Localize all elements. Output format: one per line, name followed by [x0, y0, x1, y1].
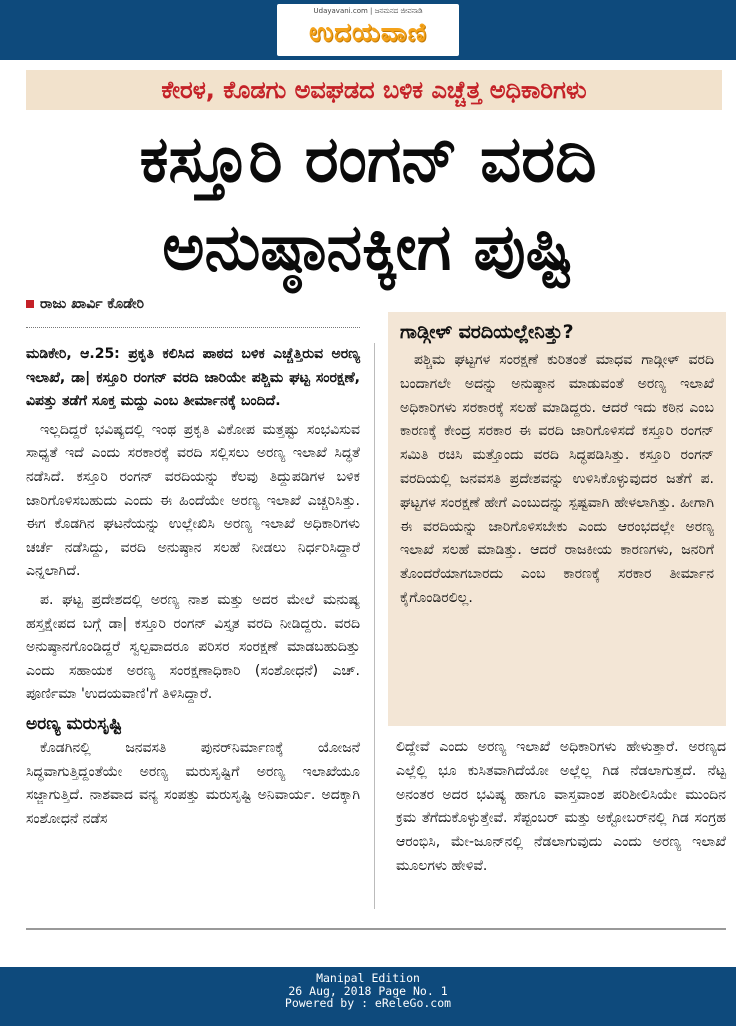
footer-date-page: 26 Aug, 2018 Page No. 1 [288, 983, 448, 998]
kicker-banner: ಕೇರಳ, ಕೊಡಗು ಅವಘಡದ ಬಳಿಕ ಎಚ್ಚೆತ್ತ ಅಧಿಕಾರಿಗಳು [26, 70, 722, 110]
footer-edition: Manipal Edition [316, 971, 420, 985]
dateline: ಮಡಿಕೇರಿ, ಆ.25: [26, 346, 120, 362]
sidebar-box [388, 312, 726, 726]
sidebar-title: ಗಾಡ್ಗೀಳ್‌ ವರದಿಯಲ್ಲೇನಿತ್ತು? [400, 321, 574, 343]
lead-text: ಪ್ರಕೃತಿ ಕಲಿಸಿದ ಪಾಠದ ಬಳಿಕ ಎಚ್ಚೆತ್ತಿರುವ ಅರಣ್ಯ ಇಲಾಖೆ, ಡಾ| ಕಸ್ತೂರಿ ರಂಗನ್‌ ವರದಿ ಜಾರಿಯೇ ಪಶ್ಚಿಮ ಘಟ್ಟ ಸಂರಕ್ಷಣೆ, ವಿಪತ್ತು ತಡೆಗೆ ಸೂಕ್ತ ಮದ್ದು ಎಂಬ ತೀರ್ಮಾನಕ್ಕೆ ಬಂದಿದೆ. [26, 346, 361, 410]
byline-divider [26, 327, 360, 328]
footer-powered-link[interactable]: Powered by : eReleGo.com [284, 996, 452, 1010]
byline [26, 296, 144, 312]
byline-square-icon [26, 300, 34, 308]
bottom-divider [26, 928, 726, 930]
masthead-logo: ಉದಯವಾಣಿ [309, 18, 427, 48]
article-column-right [396, 736, 726, 879]
article-paragraph: ಪ. ಘಟ್ಟ ಪ್ರದೇಶದಲ್ಲಿ ಅರಣ್ಯ ನಾಶ ಮತ್ತು ಅದರ ಮೇಲೆ ಮನುಷ್ಯ ಹಸ್ತಕ್ಷೇಪದ ಬಗ್ಗೆ ಡಾ| ಕಸ್ತೂರಿ ರಂಗನ್‌ ವಿಸ್ತೃತ ವರದಿ ನೀಡಿದ್ದರು. ವರದಿ ಅನುಷ್ಠಾನಗೊಂಡಿದ್ದರೆ ಸ್ವಲ್ಪವಾದರೂ ಪರಿಸರ ಸಂರಕ್ಷಣೆ ಮಾಡಬಹುದಿತ್ತು ಎಂದು ಸಹಾಯಕ ಅರಣ್ಯ ಸಂರಕ್ಷಣಾಧಿಕಾರಿ (ಸಂಶೋಧನೆ) ಎಚ್‌. ಪೂರ್ಣಿಮಾ 'ಉದಯವಾಣಿ'ಗೆ ತಿಳಿಸಿದ್ದಾರೆ. [26, 591, 360, 703]
headline-line-2: ಅನುಷ್ಠಾನಕ್ಕೀಗ ಪುಷ್ಟಿ [162, 211, 574, 285]
masthead-tagline: Udayavani.com | ಜನಮನದ ಜೀವನಾಡಿ [313, 7, 423, 15]
masthead-bar [0, 0, 736, 60]
article-paragraph: ಲಿದ್ದೇವೆ ಎಂದು ಅರಣ್ಯ ಇಲಾಖೆ ಅಧಿಕಾರಿಗಳು ಹೇಳುತ್ತಾರೆ. ಅರಣ್ಯದ ಎಲ್ಲೆಲ್ಲಿ ಭೂ ಕುಸಿತವಾಗಿದೆಯೋ ಅಲ್ಲೆಲ್ಲ ಗಿಡ ನೆಡಲಾಗುತ್ತದೆ. ನೆಟ್ಟ ಅನಂತರ ಅದರ ಭವಿಷ್ಯ ಹಾಗೂ ವಾಸ್ತವಾಂಶ ಪರಿಶೀಲಿಸಿಯೇ ಮುಂದಿನ ಕ್ರಮ ತೆಗೆದುಕೊಳ್ಳುತ್ತೇವೆ. ಸೆಪ್ಟಂಬರ್‌ ಮತ್ತು ಅಕ್ಟೋಬರ್‌ನಲ್ಲಿ ಗಿಡ ಸಂಗ್ರಹ ಆರಂಭಿಸಿ, ಮೇ-ಜೂನ್‌ನಲ್ಲಿ ನೆಡಲಾಗುವುದು ಎಂದು ಅರಣ್ಯ ಇಲಾಖೆ ಮೂಲಗಳು ಹೇಳಿವೆ. [396, 739, 726, 874]
byline-author: ರಾಜು ಖಾರ್ವಿ ಕೊಡೇರಿ [40, 296, 145, 312]
sidebar-body: ಪಶ್ಚಿಮ ಘಟ್ಟಗಳ ಸಂರಕ್ಷಣೆ ಕುರಿತಂತೆ ಮಾಧವ ಗಾಡ್ಗೀಳ್‌ ವರದಿ ಬಂದಾಗಲೇ ಅದನ್ನು ಅನುಷ್ಠಾನ ಮಾಡುವಂತೆ ಅರಣ್ಯ ಇಲಾಖೆ ಅಧಿಕಾರಿಗಳು ಸರಕಾರಕ್ಕೆ ಸಲಹೆ ಮಾಡಿದ್ದರು. ಆದರೆ ಇದು ಕಠಿನ ಎಂಬ ಕಾರಣಕ್ಕೆ ಕೇಂದ್ರ ಸರಕಾರ ಈ ವರದಿ ಜಾರಿಗೊಳಿಸದೆ ಕಸ್ತೂರಿ ರಂಗನ್‌ ಸಮಿತಿ ರಚಿಸಿ ಮತ್ತೊಂದು ವರದಿ ಸಿದ್ಧಪಡಿಸಿತ್ತು. ಕಸ್ತೂರಿ ರಂಗನ್‌ ವರದಿಯಲ್ಲಿ ಜನವಸತಿ ಪ್ರದೇಶವನ್ನು ಉಳಿಸಿಕೊಳ್ಳುವುದರ ಜತೆಗೆ ಪ. ಘಟ್ಟಗಳ ಸಂರಕ್ಷಣೆ ಹೇಗೆ ಎಂಬುದನ್ನು ಸ್ಪಷ್ಟವಾಗಿ ಹೇಳಲಾಗಿತ್ತು. ಹೀಗಾಗಿ ಈ ವರದಿಯನ್ನು ಜಾರಿಗೊಳಿಸಬೇಕು ಎಂದು ಆರಂಭದಲ್ಲೇ ಅರಣ್ಯ ಇಲಾಖೆ ಸಲಹೆ ಮಾಡಿತ್ತು. ಆದರೆ ರಾಜಕೀಯ ಕಾರಣಗಳು, ಜನರಿಗೆ ತೊಂದರೆಯಾಗಬಾರದು ಎಂಬ ಕಾರಣಕ್ಕೆ ಸರಕಾರ ತೀರ್ಮಾನ ಕೈಗೊಂಡಿರಲಿಲ್ಲ. [400, 352, 714, 606]
subheading: ಅರಣ್ಯ ಮರುಸೃಷ್ಟಿ [26, 713, 122, 734]
column-divider [374, 343, 375, 909]
footer-bar [0, 967, 736, 1026]
article-column-left [26, 343, 360, 836]
article-paragraph: ಇಲ್ಲದಿದ್ದರೆ ಭವಿಷ್ಯದಲ್ಲಿ ಇಂಥ ಪ್ರಕೃತಿ ವಿಕೋಪ ಮತ್ತಷ್ಟು ಸಂಭವಿಸುವ ಸಾಧ್ಯತೆ ಇದೆ ಎಂದು ಸರಕಾರಕ್ಕೆ ವರದಿ ಸಲ್ಲಿಸಲು ಅರಣ್ಯ ಇಲಾಖೆ ಸಿದ್ಧತೆ ನಡೆಸಿದೆ. ಕಸ್ತೂರಿ ರಂಗನ್‌ ವರದಿಯನ್ನು ಕೆಲವು ತಿದ್ದುಪಡಿಗಳ ಬಳಿಕ ಜಾರಿಗೊಳಿಸಬಹುದು ಎಂದು ಈ ಹಿಂದೆಯೇ ಅರಣ್ಯ ಇಲಾಖೆ ಎಚ್ಚರಿಸಿತ್ತು. ಈಗ ಕೊಡಗಿನ ಘಟನೆಯನ್ನು ಉಲ್ಲೇಖಿಸಿ ಅರಣ್ಯ ಇಲಾಖೆ ಅಧಿಕಾರಿಗಳು ಚರ್ಚೆ ನಡೆಸಿದ್ದು, ವರದಿ ಅನುಷ್ಠಾನ ಸಲಹೆ ನೀಡಲು ನಿರ್ಧರಿಸಿದ್ದಾರೆ ಎನ್ನಲಾಗಿದೆ. [26, 421, 360, 580]
headline [20, 116, 716, 292]
article-paragraph: ಕೊಡಗಿನಲ್ಲಿ ಜನವಸತಿ ಪುನರ್‌ನಿರ್ಮಾಣಕ್ಕೆ ಯೋಜನೆ ಸಿದ್ಧವಾಗುತ್ತಿದ್ದಂತೆಯೇ ಅರಣ್ಯ ಮರುಸೃಷ್ಟಿಗೆ ಅರಣ್ಯ ಇಲಾಖೆಯೂ ಸಜ್ಜಾಗುತ್ತಿದೆ. ನಾಶವಾದ ವನ್ಯ ಸಂಪತ್ತು ಮರುಸೃಷ್ಟಿ ಅನಿವಾರ್ಯ. ಅದಕ್ಕಾಗಿ ಸಂಶೋಧನೆ ನಡೆಸ [26, 739, 360, 827]
article-paragraph [26, 343, 360, 414]
headline-line-1: ಕಸ್ತೂರಿ ರಂಗನ್‌ ವರದಿ [139, 123, 597, 197]
masthead-logo-card [277, 4, 459, 56]
